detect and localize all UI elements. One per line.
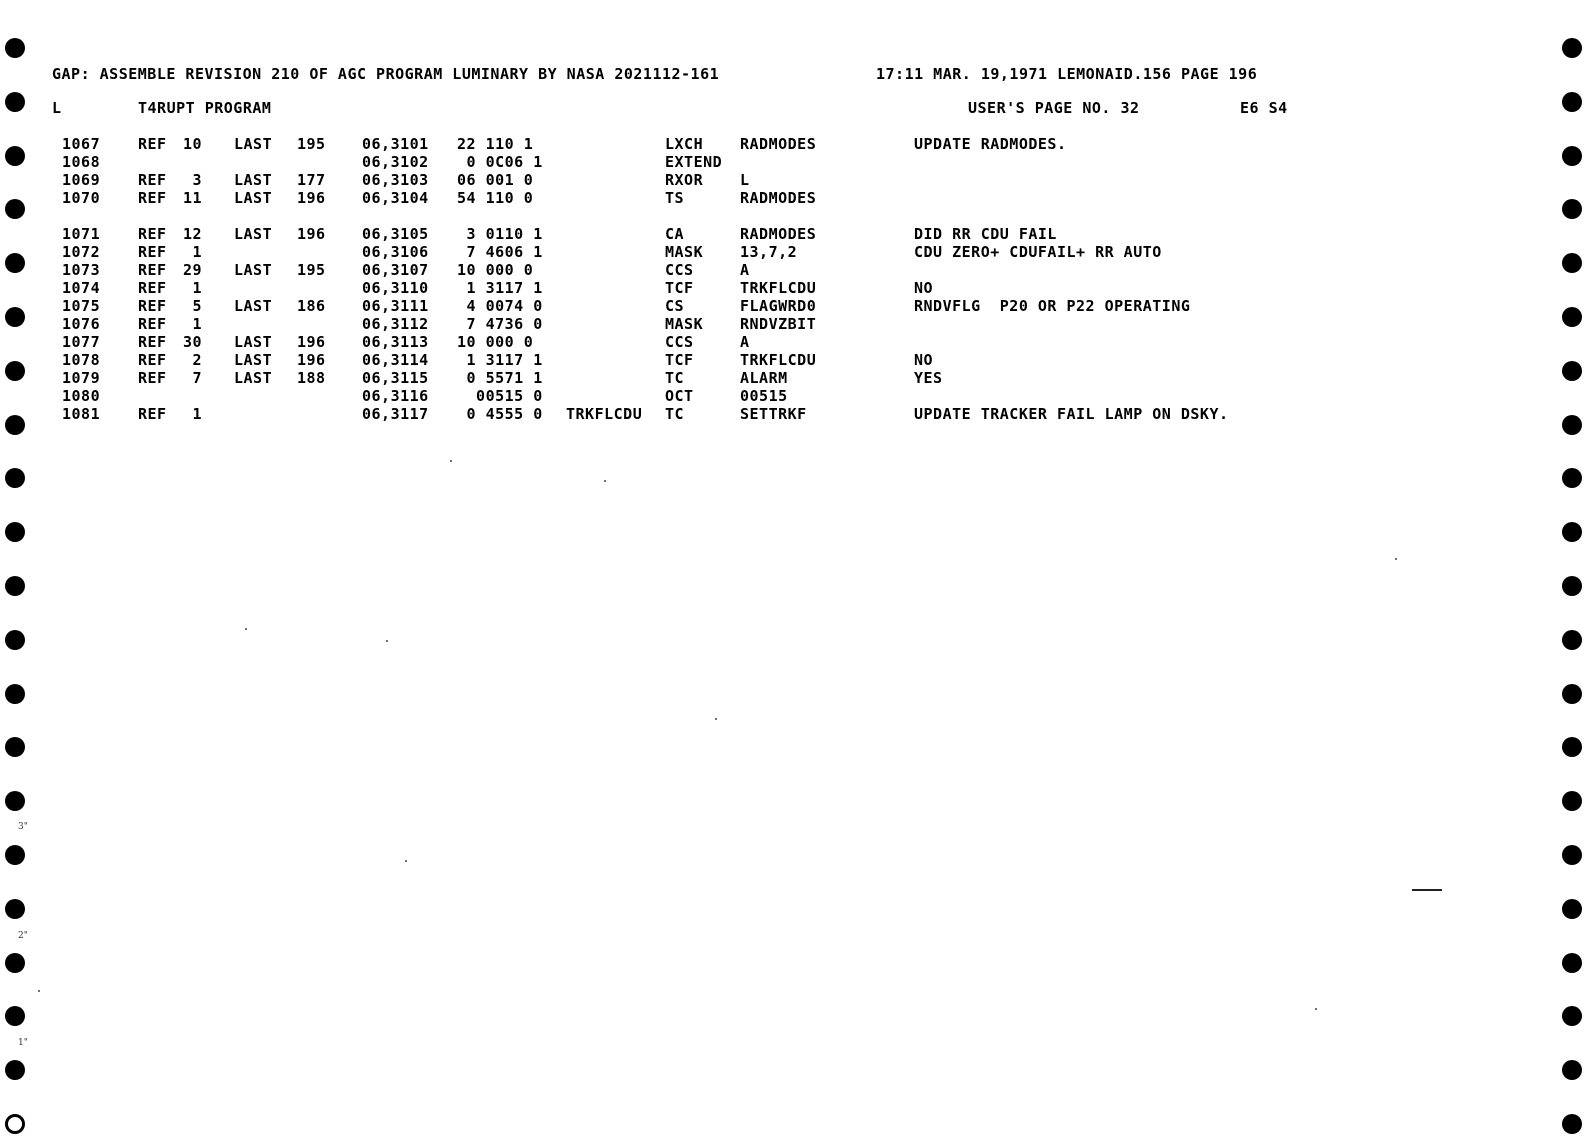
cell-line: 1067 xyxy=(62,135,101,153)
sprocket-hole xyxy=(5,630,25,650)
cell-lastnum: 195 xyxy=(297,261,326,279)
cell-ref: REF xyxy=(138,135,167,153)
sprocket-hole xyxy=(1562,522,1582,542)
cell-line: 1068 xyxy=(62,153,101,171)
sprocket-hole xyxy=(1562,1006,1582,1026)
cell-line: 1078 xyxy=(62,351,101,369)
cell-ref: REF xyxy=(138,279,167,297)
cell-octal: 0 5571 1 xyxy=(457,369,543,387)
sprocket-hole xyxy=(1562,576,1582,596)
cell-lastnum: 186 xyxy=(297,297,326,315)
cell-comment: UPDATE TRACKER FAIL LAMP ON DSKY. xyxy=(914,405,1229,423)
cell-ref: REF xyxy=(138,351,167,369)
cell-operand: RADMODES xyxy=(740,225,817,243)
sprocket-hole xyxy=(5,737,25,757)
cell-opcode: LXCH xyxy=(665,135,704,153)
scan-speck xyxy=(38,990,40,992)
cell-line: 1081 xyxy=(62,405,101,423)
cell-operand: L xyxy=(740,171,750,189)
cell-opcode: CCS xyxy=(665,261,694,279)
cell-address: 06,3112 xyxy=(362,315,429,333)
cell-opcode: TC xyxy=(665,369,685,387)
cell-last: LAST xyxy=(234,351,273,369)
sprocket-hole xyxy=(5,576,25,596)
cell-octal: 00515 0 xyxy=(457,387,543,405)
cell-opcode: MASK xyxy=(665,243,704,261)
cell-refnum: 11 xyxy=(182,189,202,207)
cell-line: 1079 xyxy=(62,369,101,387)
sprocket-hole xyxy=(5,307,25,327)
program-title: T4RUPT PROGRAM xyxy=(138,99,272,117)
header-assemble-line: GAP: ASSEMBLE REVISION 210 OF AGC PROGRAM LUMINARY BY NASA 2021112-161 xyxy=(52,65,720,83)
section-code: E6 S4 xyxy=(1240,99,1288,117)
cell-operand: FLAGWRD0 xyxy=(740,297,817,315)
sprocket-hole xyxy=(5,146,25,166)
cell-refnum: 3 xyxy=(192,171,202,189)
sprocket-hole xyxy=(1562,199,1582,219)
cell-refnum: 1 xyxy=(192,243,202,261)
cell-refnum: 1 xyxy=(192,279,202,297)
cell-line: 1073 xyxy=(62,261,101,279)
cell-ref: REF xyxy=(138,261,167,279)
cell-ref: REF xyxy=(138,315,167,333)
cell-operand: SETTRKF xyxy=(740,405,807,423)
margin-mark-1in: 1" xyxy=(18,1038,28,1048)
cell-octal: 10 000 0 xyxy=(457,333,534,351)
cell-opcode: RXOR xyxy=(665,171,704,189)
cell-address: 06,3102 xyxy=(362,153,429,171)
cell-line: 1076 xyxy=(62,315,101,333)
sprocket-hole xyxy=(5,1060,25,1080)
cell-octal: 1 3117 1 xyxy=(457,279,543,297)
margin-mark-3in: 3" xyxy=(18,822,28,832)
cell-octal: 4 0074 0 xyxy=(457,297,543,315)
sprocket-hole xyxy=(1562,307,1582,327)
cell-operand: 00515 xyxy=(740,387,788,405)
sprocket-hole xyxy=(1562,953,1582,973)
cell-line: 1071 xyxy=(62,225,101,243)
sprocket-hole xyxy=(5,361,25,381)
cell-ref: REF xyxy=(138,243,167,261)
scan-speck xyxy=(1395,558,1397,560)
cell-opcode: TCF xyxy=(665,351,694,369)
cell-opcode: MASK xyxy=(665,315,704,333)
sprocket-hole xyxy=(5,253,25,273)
sprocket-hole xyxy=(1562,146,1582,166)
cell-line: 1080 xyxy=(62,387,101,405)
cell-last: LAST xyxy=(234,369,273,387)
cell-comment: NO xyxy=(914,279,934,297)
cell-refnum: 10 xyxy=(182,135,202,153)
cell-address: 06,3106 xyxy=(362,243,429,261)
cell-refnum: 12 xyxy=(182,225,202,243)
cell-comment: YES xyxy=(914,369,943,387)
cell-comment: UPDATE RADMODES. xyxy=(914,135,1067,153)
sprocket-hole xyxy=(1562,1060,1582,1080)
cell-last: LAST xyxy=(234,135,273,153)
cell-ref: REF xyxy=(138,333,167,351)
sprocket-hole xyxy=(1562,92,1582,112)
cell-operand: A xyxy=(740,333,750,351)
cell-address: 06,3116 xyxy=(362,387,429,405)
scan-dash xyxy=(1412,889,1442,891)
cell-refnum: 1 xyxy=(192,315,202,333)
cell-operand: ALARM xyxy=(740,369,788,387)
cell-last: LAST xyxy=(234,261,273,279)
cell-address: 06,3117 xyxy=(362,405,429,423)
cell-address: 06,3104 xyxy=(362,189,429,207)
cell-opcode: TC xyxy=(665,405,685,423)
scan-speck xyxy=(405,860,407,862)
sprocket-hole xyxy=(1562,845,1582,865)
cell-operand: 13,7,2 xyxy=(740,243,798,261)
cell-line: 1070 xyxy=(62,189,101,207)
cell-octal: 7 4736 0 xyxy=(457,315,543,333)
user-page-number: USER'S PAGE NO. 32 xyxy=(968,99,1140,117)
cell-line: 1069 xyxy=(62,171,101,189)
cell-operand: RNDVZBIT xyxy=(740,315,817,333)
cell-address: 06,3105 xyxy=(362,225,429,243)
cell-lastnum: 196 xyxy=(297,333,326,351)
scan-speck xyxy=(715,718,717,720)
cell-ref: REF xyxy=(138,297,167,315)
cell-comment: CDU ZERO+ CDUFAIL+ RR AUTO xyxy=(914,243,1162,261)
sprocket-hole xyxy=(5,899,25,919)
cell-address: 06,3111 xyxy=(362,297,429,315)
cell-refnum: 2 xyxy=(192,351,202,369)
cell-opcode: CS xyxy=(665,297,685,315)
cell-comment: DID RR CDU FAIL xyxy=(914,225,1057,243)
cell-lastnum: 196 xyxy=(297,225,326,243)
header-marker: L xyxy=(52,99,62,117)
cell-address: 06,3110 xyxy=(362,279,429,297)
cell-refnum: 7 xyxy=(192,369,202,387)
cell-refnum: 29 xyxy=(182,261,202,279)
sprocket-hole xyxy=(5,953,25,973)
cell-label: TRKFLCDU xyxy=(566,405,643,423)
cell-lastnum: 196 xyxy=(297,351,326,369)
cell-ref: REF xyxy=(138,405,167,423)
sprocket-hole xyxy=(1562,361,1582,381)
sprocket-hole xyxy=(1562,737,1582,757)
cell-octal: 1 3117 1 xyxy=(457,351,543,369)
cell-octal: 3 0110 1 xyxy=(457,225,543,243)
cell-octal: 0 0C06 1 xyxy=(457,153,543,171)
sprocket-hole xyxy=(1562,253,1582,273)
cell-octal: 10 000 0 xyxy=(457,261,534,279)
sprocket-hole xyxy=(5,38,25,58)
cell-line: 1072 xyxy=(62,243,101,261)
cell-address: 06,3115 xyxy=(362,369,429,387)
cell-opcode: TS xyxy=(665,189,685,207)
cell-ref: REF xyxy=(138,189,167,207)
sprocket-hole xyxy=(1562,791,1582,811)
cell-refnum: 1 xyxy=(192,405,202,423)
cell-comment: NO xyxy=(914,351,934,369)
cell-last: LAST xyxy=(234,189,273,207)
cell-operand: RADMODES xyxy=(740,135,817,153)
cell-operand: A xyxy=(740,261,750,279)
cell-ref: REF xyxy=(138,171,167,189)
cell-opcode: CCS xyxy=(665,333,694,351)
cell-refnum: 30 xyxy=(182,333,202,351)
sprocket-hole xyxy=(5,1006,25,1026)
cell-ref: REF xyxy=(138,225,167,243)
cell-octal: 7 4606 1 xyxy=(457,243,543,261)
cell-address: 06,3113 xyxy=(362,333,429,351)
sprocket-hole xyxy=(5,1114,25,1134)
cell-address: 06,3114 xyxy=(362,351,429,369)
scan-speck xyxy=(604,480,606,482)
cell-line: 1075 xyxy=(62,297,101,315)
cell-lastnum: 177 xyxy=(297,171,326,189)
cell-octal: 06 001 0 xyxy=(457,171,534,189)
cell-line: 1074 xyxy=(62,279,101,297)
scan-speck xyxy=(1315,1008,1317,1010)
cell-octal: 22 110 1 xyxy=(457,135,534,153)
cell-octal: 54 110 0 xyxy=(457,189,534,207)
cell-lastnum: 188 xyxy=(297,369,326,387)
cell-last: LAST xyxy=(234,171,273,189)
cell-opcode: OCT xyxy=(665,387,694,405)
cell-address: 06,3107 xyxy=(362,261,429,279)
header-timestamp-page: 17:11 MAR. 19,1971 LEMONAID.156 PAGE 196 xyxy=(876,65,1258,83)
cell-refnum: 5 xyxy=(192,297,202,315)
cell-operand: TRKFLCDU xyxy=(740,351,817,369)
margin-mark-2in: 2" xyxy=(18,931,28,941)
sprocket-hole xyxy=(5,415,25,435)
scan-speck xyxy=(245,628,247,630)
sprocket-hole xyxy=(1562,684,1582,704)
cell-operand: TRKFLCDU xyxy=(740,279,817,297)
sprocket-hole xyxy=(5,522,25,542)
cell-last: LAST xyxy=(234,297,273,315)
cell-operand: RADMODES xyxy=(740,189,817,207)
sprocket-hole xyxy=(1562,468,1582,488)
cell-last: LAST xyxy=(234,333,273,351)
sprocket-hole xyxy=(1562,630,1582,650)
cell-ref: REF xyxy=(138,369,167,387)
sprocket-hole xyxy=(5,468,25,488)
sprocket-hole xyxy=(5,845,25,865)
sprocket-hole xyxy=(5,684,25,704)
scan-speck xyxy=(386,640,388,642)
cell-address: 06,3101 xyxy=(362,135,429,153)
sprocket-hole xyxy=(1562,899,1582,919)
sprocket-hole xyxy=(1562,38,1582,58)
cell-last: LAST xyxy=(234,225,273,243)
cell-opcode: CA xyxy=(665,225,685,243)
scan-speck xyxy=(450,460,452,462)
cell-opcode: TCF xyxy=(665,279,694,297)
cell-octal: 0 4555 0 xyxy=(457,405,543,423)
sprocket-hole xyxy=(1562,415,1582,435)
cell-address: 06,3103 xyxy=(362,171,429,189)
sprocket-hole xyxy=(5,92,25,112)
sprocket-hole xyxy=(1562,1114,1582,1134)
cell-lastnum: 196 xyxy=(297,189,326,207)
sprocket-hole xyxy=(5,791,25,811)
cell-line: 1077 xyxy=(62,333,101,351)
cell-comment: RNDVFLG P20 OR P22 OPERATING xyxy=(914,297,1191,315)
sprocket-hole xyxy=(5,199,25,219)
cell-opcode: EXTEND xyxy=(665,153,723,171)
cell-lastnum: 195 xyxy=(297,135,326,153)
